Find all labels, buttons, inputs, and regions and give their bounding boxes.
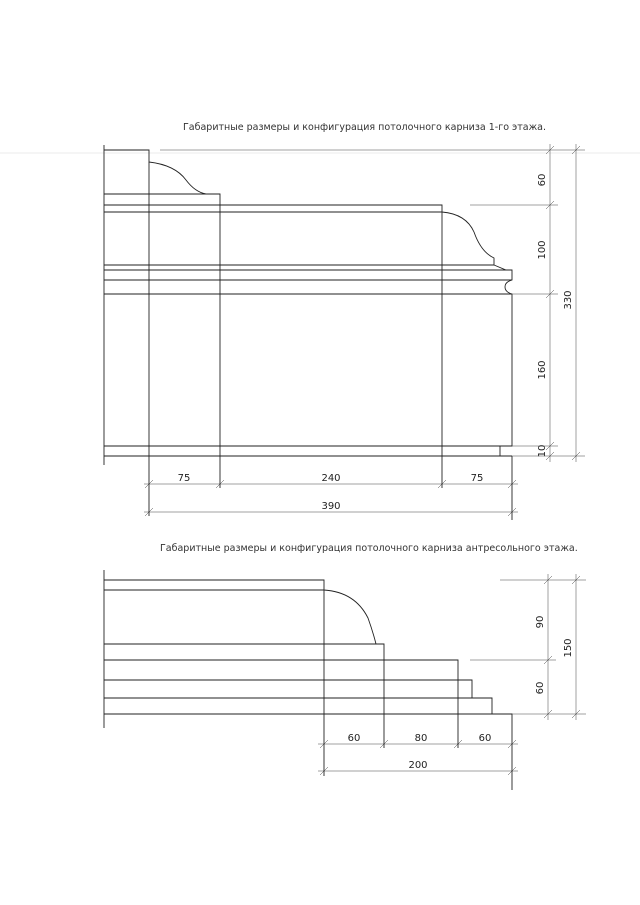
cornice-drawing-first-floor [104,122,585,520]
cornice-drawing-mezzanine [104,543,586,790]
cornice-profile [104,580,512,730]
dim-v2: 100 [537,240,548,260]
dim-vtotal: 150 [563,638,574,658]
dim-h2: 240 [321,473,341,484]
dim-v1: 60 [537,173,548,187]
dim-v1: 90 [535,615,546,629]
cornice-profile [104,150,512,456]
dim-h2: 80 [414,733,428,744]
dim-h1: 60 [347,733,361,744]
dim-v3: 160 [537,360,548,380]
dim-htotal: 200 [408,760,428,771]
dim-h3: 60 [478,733,492,744]
dim-h1: 75 [177,473,191,484]
drawing2-title: Габаритные размеры и конфигурация потолочного карниза антресольного этажа. [160,543,578,554]
dim-v4: 10 [537,444,548,458]
dim-htotal: 390 [321,501,341,512]
dim-h3: 75 [470,473,484,484]
dim-v2: 60 [535,681,546,695]
dim-vtotal: 330 [563,290,574,310]
drawing1-title: Габаритные размеры и конфигурация потолочного карниза 1-го этажа. [183,122,547,133]
